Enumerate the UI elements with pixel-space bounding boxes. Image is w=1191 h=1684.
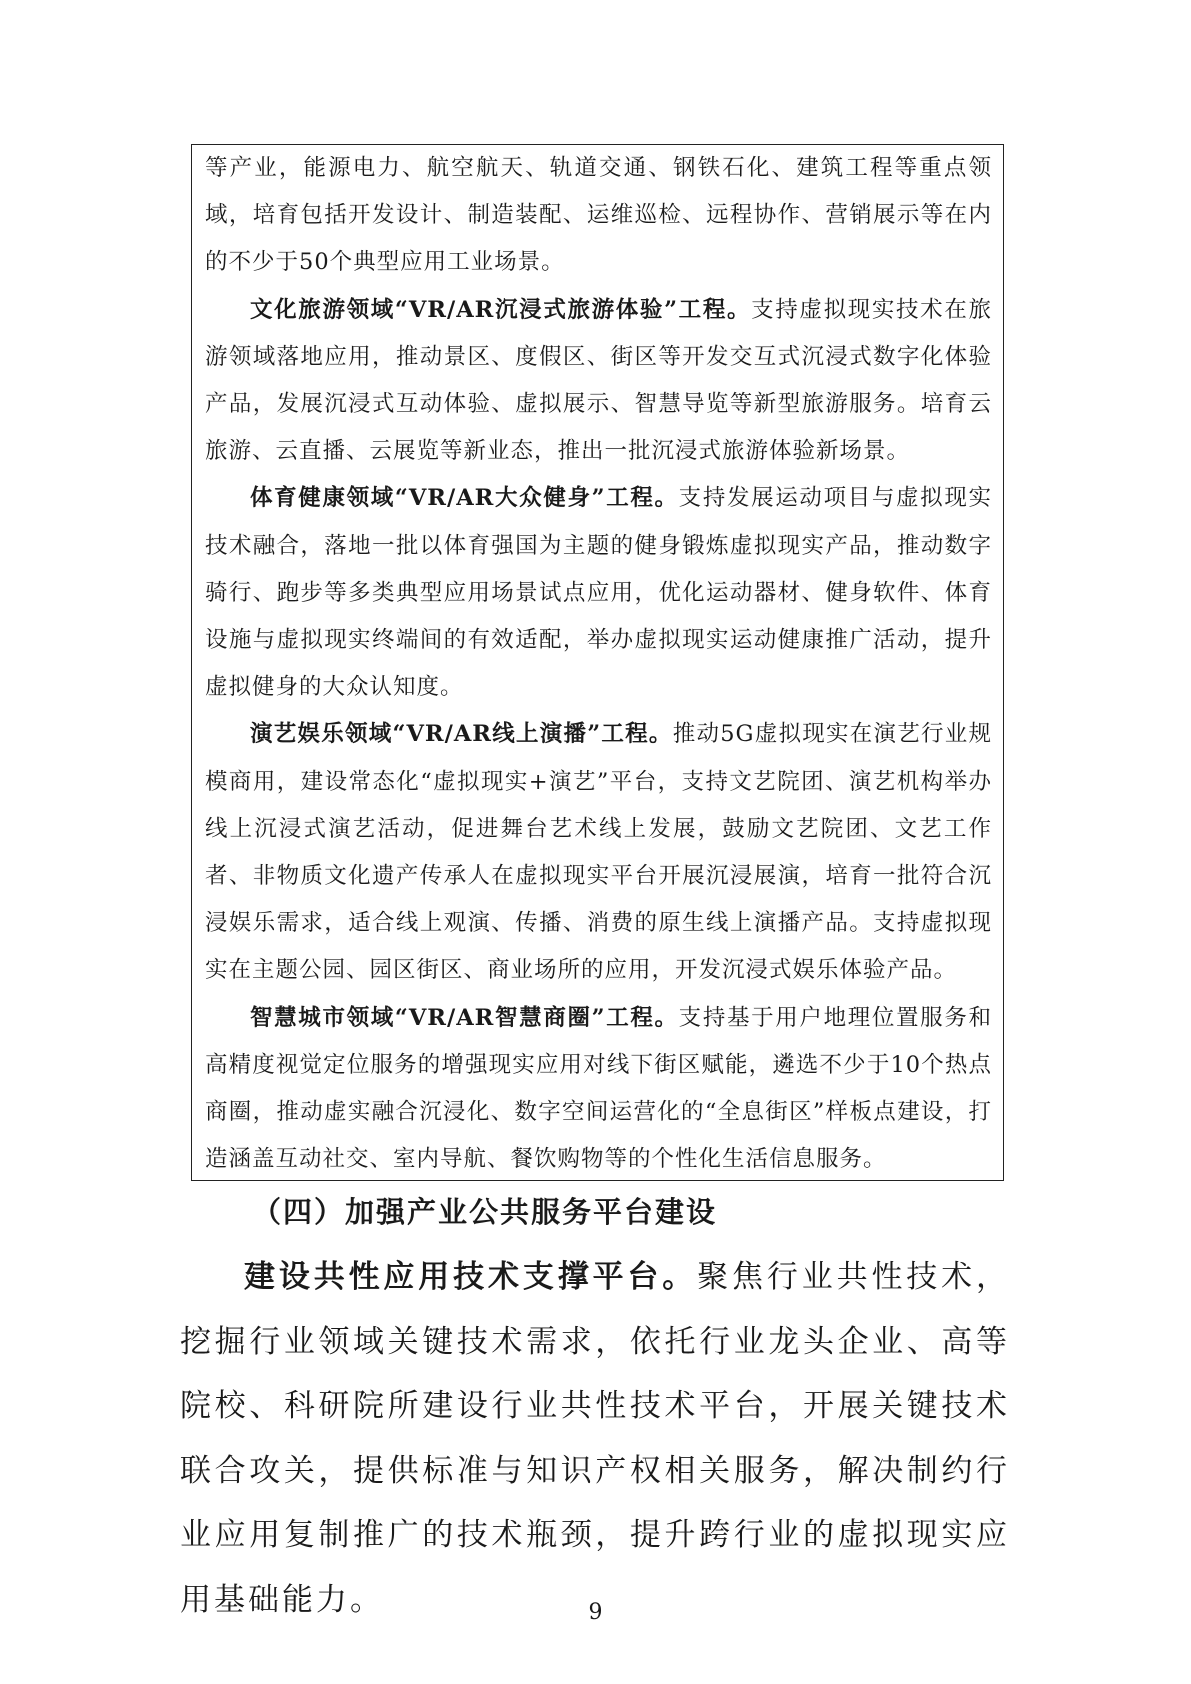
page-number: 9 [588, 1600, 603, 1625]
box-paragraph-continuation [205, 145, 992, 287]
box-paragraph-sports-health [205, 475, 992, 711]
box-paragraph-title: 演艺娱乐领域“VR/AR线上演播”工程。 [250, 721, 673, 748]
box-paragraph-performing-arts [205, 711, 992, 994]
box-paragraph-text: 支持虚拟现实技术在旅游领域落地应用，推动景区、度假区、街区等开发交互式沉浸式数字化体验产品，发展沉浸式互动体验、虚拟展示、智慧导览等新型旅游服务。培育云旅游、云直播、云展览等新业态，推出一批沉浸式旅游体验新场景。 [205, 296, 992, 465]
box-paragraph-text: 等产业，能源电力、航空航天、轨道交通、钢铁石化、建筑工程等重点领域，培育包括开发设计、制造装配、运维巡检、远程协作、营销展示等在内的不少于50个典型应用工业场景。 [205, 155, 992, 276]
section-heading: （四）加强产业公共服务平台建设 [252, 1195, 718, 1229]
box-paragraph-title: 智慧城市领域“VR/AR智慧商圈”工程。 [250, 1004, 679, 1031]
section-body [180, 1245, 1010, 1632]
section-paragraph-title: 建设共性应用技术支撑平台。 [244, 1259, 698, 1295]
box-paragraph-title: 体育健康领域“VR/AR大众健身”工程。 [250, 485, 679, 512]
box-paragraph-culture-tourism [205, 287, 992, 476]
section-paragraph [180, 1245, 1010, 1632]
project-box [191, 144, 1004, 1181]
section-paragraph-text: 聚焦行业共性技术，挖掘行业领域关键技术需求，依托行业龙头企业、高等院校、科研院所建设行业共性技术平台，开展关键技术联合攻关，提供标准与知识产权相关服务，解决制约行业应用复制推广的技术瓶颈，提升跨行业的虚拟现实应用基础能力。 [180, 1259, 1011, 1618]
box-paragraph-smart-city [205, 995, 992, 1184]
box-paragraph-text: 推动5G虚拟现实在演艺行业规模商用，建设常态化“虚拟现实+演艺”平台，支持文艺院团、演艺机构举办线上沉浸式演艺活动，促进舞台艺术线上发展，鼓励文艺院团、文艺工作者、非物质文化遗产传承人在虚拟现实平台开展沉浸展演，培育一批符合沉浸娱乐需求，适合线上观演、传播、消费的原生线上演播产品。支持虚拟现实在主题公园、园区街区、商业场所的应用，开发沉浸式娱乐体验产品。 [205, 721, 992, 984]
box-paragraph-text: 支持发展运动项目与虚拟现实技术融合，落地一批以体育强国为主题的健身锻炼虚拟现实产品，推动数字骑行、跑步等多类典型应用场景试点应用，优化运动器材、健身软件、体育设施与虚拟现实终端间的有效适配，举办虚拟现实运动健康推广活动，提升虚拟健身的大众认知度。 [205, 485, 992, 701]
box-paragraph-title: 文化旅游领域“VR/AR沉浸式旅游体验”工程。 [250, 296, 752, 323]
project-box-content [205, 145, 992, 1183]
box-paragraph-text: 支持基于用户地理位置服务和高精度视觉定位服务的增强现实应用对线下街区赋能，遴选不少于10个热点商圈，推动虚实融合沉浸化、数字空间运营化的“全息街区”样板点建设，打造涵盖互动社交、室内导航、餐饮购物等的个性化生活信息服务。 [205, 1004, 992, 1173]
